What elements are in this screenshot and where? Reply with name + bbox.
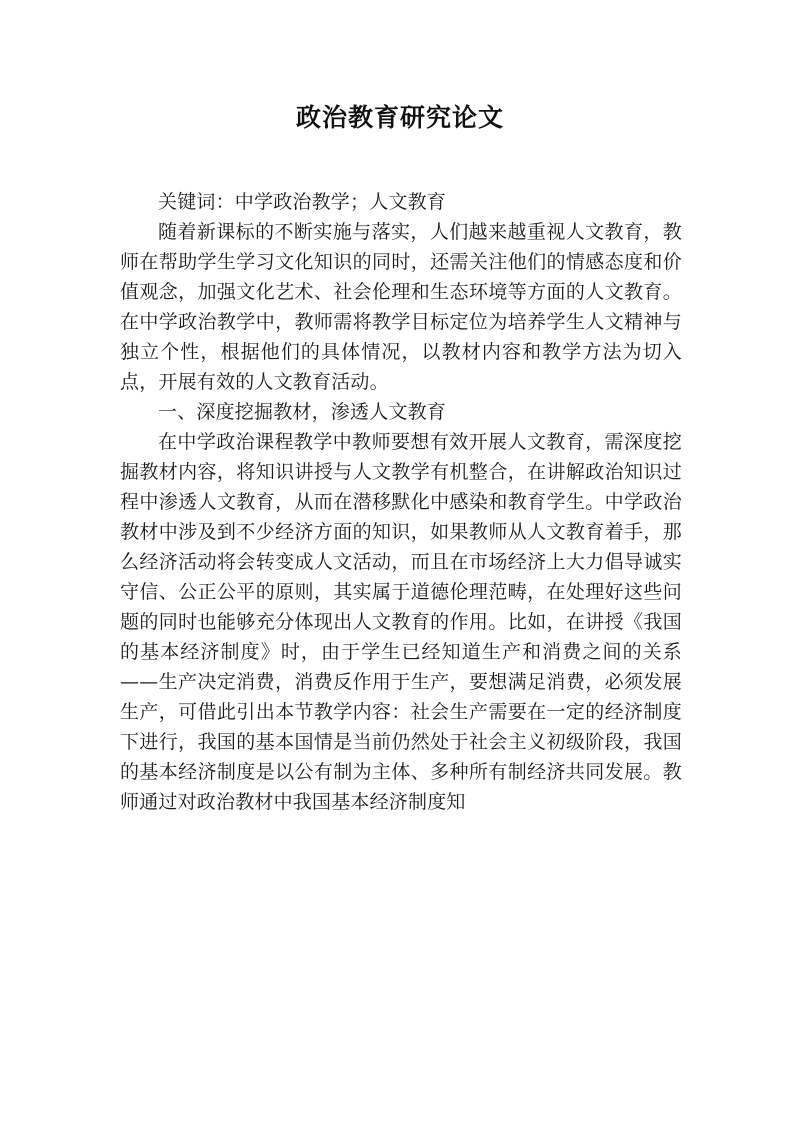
document-body (120, 187, 682, 817)
keywords-line: 关键词：中学政治教学；人文教育 (158, 191, 447, 213)
section-heading: 一、深度挖掘教材，渗透人文教育 (158, 401, 447, 423)
paragraph-section-1: 在中学政治课程教学中教师要想有效开展人文教育，需深度挖掘教材内容，将知识讲授与人文教学有机整合，在讲解政治知识过程中渗透人文教育，从而在潜移默化中感染和教育学生。中学政治教材中涉及到不少经济方面的知识，如果教师从人文教育着手，那么经济活动将会转变成人文活动，而且在市场经济上大力倡导诚实守信、公正公平的原则，其实属于道德伦理范畴，在处理好这些问题的同时也能够充分体现出人文教育的作用。比如，在讲授《我国的基本经济制度》时，由于学生已经知道生产和消费之间的关系——生产决定消费，消费反作用于生产，要想满足消费，必须发展生产，可借此引出本节教学内容：社会生产需要在一定的经济制度下进行，我国的基本国情是当前仍然处于社会主义初级阶段，我国的基本经济制度是以公有制为主体、多种所有制经济共同发展。教师通过对政治教材中我国基本经济制度知 (120, 431, 682, 813)
document-title: 政治教育研究论文 (295, 103, 504, 132)
paragraph-intro: 随着新课标的不断实施与落实，人们越来越重视人文教育，教师在帮助学生学习文化知识的同时，还需关注他们的情感态度和价值观念，加强文化艺术、社会伦理和生态环境等方面的人文教育。在中学政治教学中，教师需将教学目标定位为培养学生人文精神与独立个性，根据他们的具体情况，以教材内容和教学方法为切入点，开展有效的人文教育活动。 (120, 221, 682, 393)
